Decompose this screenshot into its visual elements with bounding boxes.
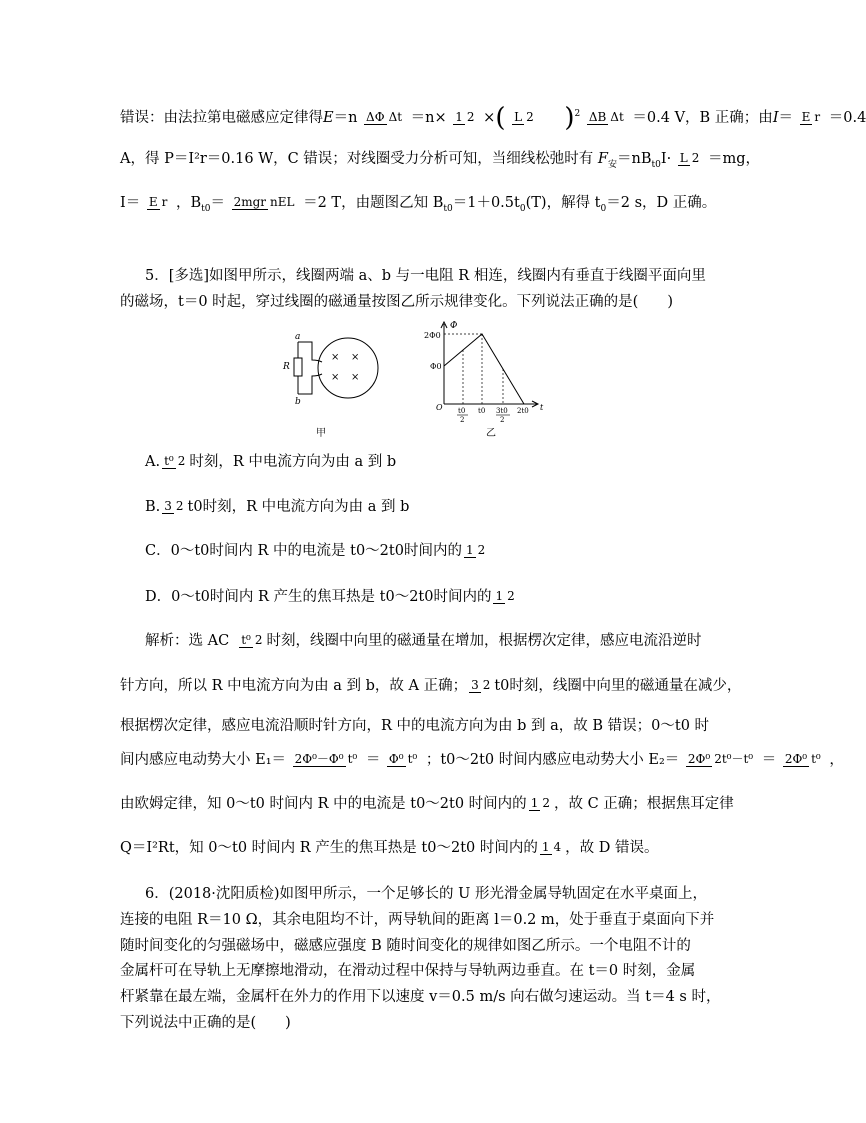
caption-jia: 甲 [316, 428, 326, 439]
option-C[interactable]: C．0～t0时间内 R 中的电流是 t0～2t0时间内的 1 2 [145, 543, 486, 559]
q6-stem-line-6: 下列说法中正确的是( ) [120, 1015, 291, 1031]
q5-stem-line-1: 5．[多选]如图甲所示，线圈两端 a、b 与一电阻 R 相连，线圈内有垂直于线圈平面向里 [145, 268, 706, 284]
coil [318, 338, 378, 398]
label-a: a [295, 332, 301, 342]
q5-solution-line-3: 根据楞次定律，感应电流沿顺时针方向，R 中的电流方向为由 b 到 a，故 B 错误；0～t0 时 [120, 718, 710, 734]
q5-solution-line-6: Q＝I²Rt，知 0～t0 时间内 R 产生的焦耳热是 t0～2t0 时间内的 1 4 ，故 D 错误。 [120, 840, 659, 856]
q5-solution-line-5: 由欧姆定律，知 0～t0 时间内 R 中的电流是 t0～2t0 时间内的 1 2 ，故 C 正确；根据焦耳定律 [120, 796, 734, 812]
q5-solution-line-2: 针方向，所以 R 中电流方向为由 a 到 b，故 A 正确； 3 2 t0时刻，线圈中向里的磁通量在减少， [120, 678, 742, 694]
q4-solution-line-3: I＝ E r ，$B_{t0}= 2mgr$ nEL ＝2 T，由题图乙知 $B_{t0}=1+0.5t_0(T)$，解得 $t_0=2$ s，D 正确。 [120, 195, 717, 214]
field-cross: × [331, 372, 340, 383]
q5-solution-line-1: 解析：选 AC t⁰ 2 时刻，线圈中向里的磁通量在增加，根据楞次定律，感应电流沿逆时 [145, 633, 702, 649]
field-cross: × [351, 352, 360, 363]
q4-solution-line-2: A，得 P＝I²r＝0.16 W，C 错误；对线圈受力分析可知，当细线松弛时有 $F_安=nB_{t0}I\cdot L$ 2 ＝mg， [120, 151, 761, 170]
figure-yi-flux-graph [424, 318, 548, 442]
field-cross: × [331, 352, 340, 363]
field-cross: × [351, 372, 360, 383]
q6-stem-line-4: 金属杆可在导轨上无摩擦地滑动，在滑动过程中保持与导轨两边垂直。在 t＝0 时刻，金属 [120, 963, 696, 979]
q4-solution-line-1: 错误：由法拉第电磁感应定律得E＝n ΔΦ Δt ＝n× 1 2 ×( L 2 )$^2$ ΔB Δt ＝0.4 V，B 正确；由I＝ E r ＝0.4 [120, 103, 866, 133]
option-B[interactable]: B. 3 2 t0时刻，R 中电流方向为由 a 到 b [145, 499, 410, 515]
axis-label-t: t [540, 403, 544, 412]
label-b: b [295, 397, 301, 407]
tick-3t0-half-d: 2 [500, 416, 505, 424]
tick-2t0: 2t0 [517, 407, 529, 415]
tick-2phi0: 2Φ0 [424, 331, 441, 340]
resistor [294, 358, 302, 376]
tick-3t0-half-n: 3t0 [496, 407, 508, 415]
tick-t0-half-d: 2 [460, 416, 465, 424]
flux-line [444, 334, 524, 404]
q6-stem-line-3: 随时间变化的匀强磁场中，磁感应强度 B 随时间变化的规律如图乙所示。一个电阻不计的 [120, 938, 691, 954]
tick-t0-half-n: t0 [458, 407, 466, 415]
option-D[interactable]: D．0～t0时间内 R 产生的焦耳热是 t0～2t0时间内的 1 2 [145, 589, 515, 605]
q6-stem-line-2: 连接的电阻 R＝10 Ω，其余电阻均不计，两导轨间的距离 l＝0.2 m，处于垂直于桌面向下并 [120, 912, 715, 928]
dashed-guides [444, 334, 503, 404]
option-A[interactable]: A. t⁰ 2 时刻，R 中电流方向为由 a 到 b [145, 454, 397, 470]
q5-solution-line-4: 间内感应电动势大小 E₁＝ 2Φ⁰－Φ⁰ t⁰ ＝ Φ⁰ t⁰ ；t0～2t0 时间内感应电动势大小 E₂＝ 2Φ⁰ 2t⁰－t⁰ ＝ 2Φ⁰ t⁰ ， [120, 752, 844, 768]
tick-t0: t0 [478, 407, 486, 415]
figure-jia-coil-circuit [278, 322, 388, 440]
caption-yi: 乙 [486, 428, 496, 439]
label-R: R [283, 362, 290, 372]
q5-stem-line-2: 的磁场，t＝0 时起，穿过线圈的磁通量按图乙所示规律变化。下列说法正确的是( ) [120, 294, 673, 310]
tick-phi0: Φ0 [430, 362, 442, 371]
q6-stem-line-1: 6．(2018·沈阳质检)如图甲所示，一个足够长的 U 形光滑金属导轨固定在水平桌面上， [145, 886, 707, 902]
q6-stem-line-5: 杆紧靠在最左端，金属杆在外力的作用下以速度 v＝0.5 m/s 向右做匀速运动。当 t＝4 s 时， [120, 989, 721, 1005]
origin-O: O [436, 403, 443, 412]
axis-label-phi: Φ [450, 321, 458, 331]
